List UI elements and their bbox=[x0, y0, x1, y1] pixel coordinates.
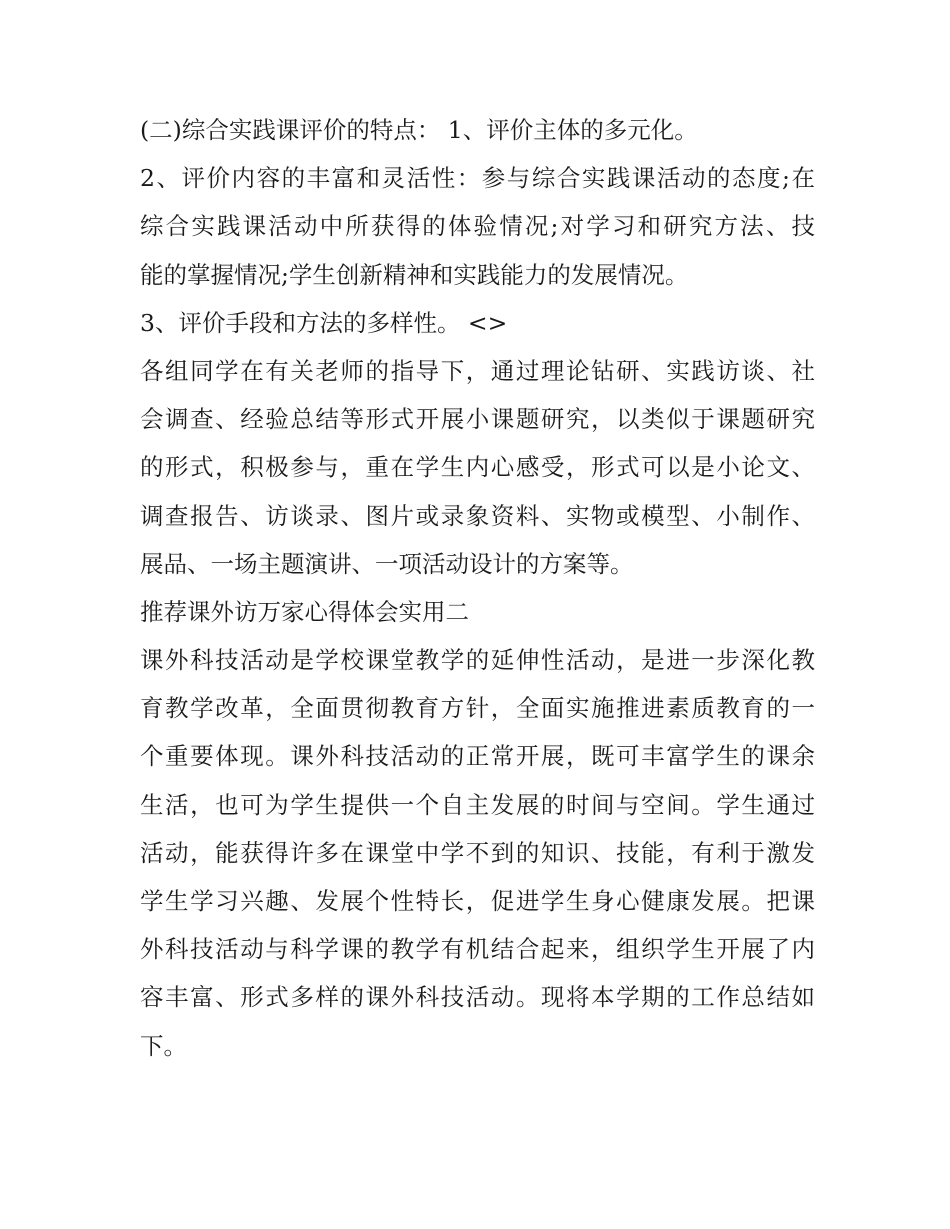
text-line: 个重要体现。课外科技活动的正常开展，既可丰富学生的课余 bbox=[140, 742, 815, 771]
text-line: 能的掌握情况;学生创新精神和实践能力的发展情况。 bbox=[140, 260, 689, 289]
text-line: 展品、一场主题演讲、一项活动设计的方案等。 bbox=[140, 549, 634, 578]
text-line: 课外科技活动是学校课堂教学的延伸性活动，是进一步深化教 bbox=[140, 646, 815, 675]
text-line: 2、评价内容的丰富和灵活性：参与综合实践课活动的态度;在 bbox=[140, 164, 815, 193]
text-line: 学生学习兴趣、发展个性特长，促进学生身心健康发展。把课 bbox=[140, 887, 815, 915]
text-line: 容丰富、形式多样的课外科技活动。现将本学期的工作总结如 bbox=[140, 983, 815, 1012]
text-line: 各组同学在有关老师的指导下，通过理论钻研、实践访谈、社 bbox=[140, 356, 815, 385]
text-line: 外科技活动与科学课的教学有机结合起来，组织学生开展了内 bbox=[140, 935, 815, 964]
text-line: 下。 bbox=[140, 1031, 187, 1060]
text-line: (二)综合实践课评价的特点： 1、评价主体的多元化。 bbox=[140, 116, 698, 144]
text-line: 会调查、经验总结等形式开展小课题研究，以类似于课题研究 bbox=[140, 405, 815, 434]
text-line: 调查报告、访谈录、图片或录象资料、实物或模型、小制作、 bbox=[140, 501, 815, 530]
document-body bbox=[140, 106, 815, 1070]
text-line: 3、评价手段和方法的多样性。 <> bbox=[140, 308, 508, 337]
section-heading: 推荐课外访万家心得体会实用二 bbox=[140, 597, 469, 626]
text-line: 生活，也可为学生提供一个自主发展的时间与空间。学生通过 bbox=[140, 790, 815, 819]
text-line: 综合实践课活动中所获得的体验情况;对学习和研究方法、技 bbox=[140, 212, 815, 241]
text-line: 育教学改革，全面贯彻教育方针，全面实施推进素质教育的一 bbox=[140, 694, 815, 723]
text-line: 活动，能获得许多在课堂中学不到的知识、技能，有利于激发 bbox=[140, 838, 815, 867]
text-line: 的形式，积极参与，重在学生内心感受，形式可以是小论文、 bbox=[140, 453, 815, 482]
